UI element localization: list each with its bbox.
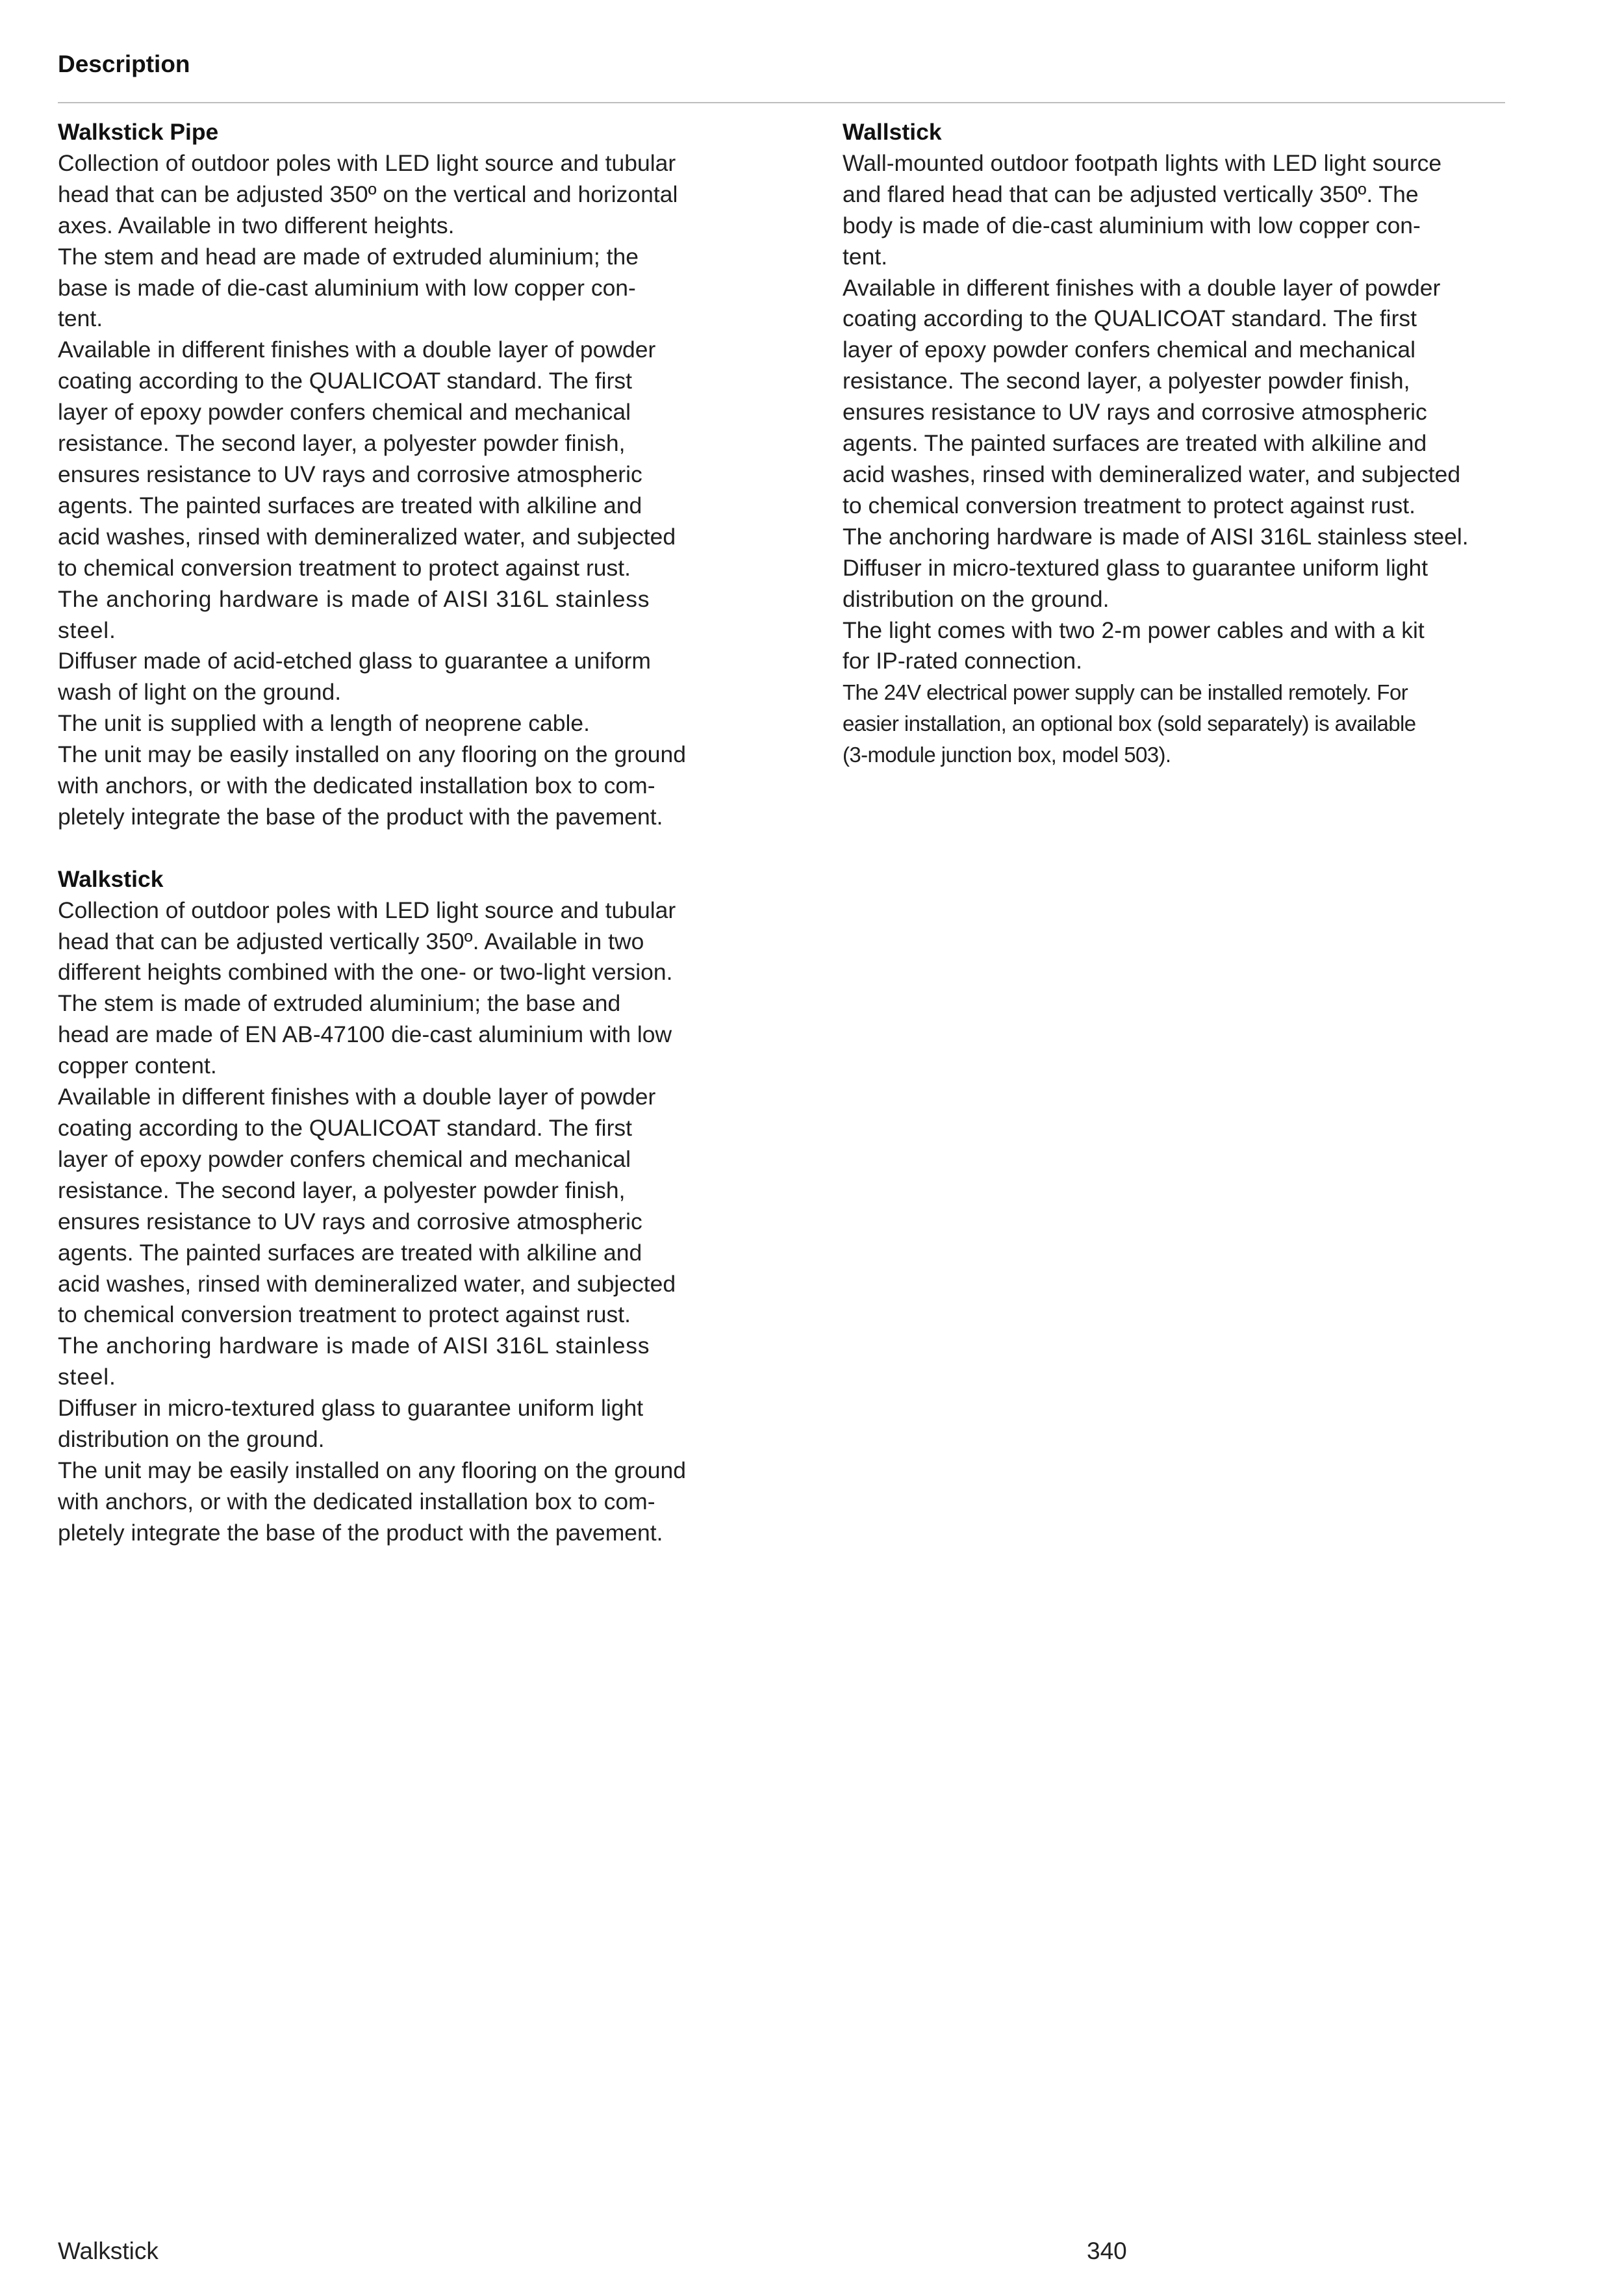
paragraph: The light comes with two 2-m power cables and with a kit for IP-rated connection. <box>843 617 1425 674</box>
paragraph: The anchoring hardware is made of AISI 316L stainless steel. <box>58 585 650 643</box>
footer-page-number: 340 <box>1087 2238 1127 2264</box>
paragraph: Collection of outdoor poles with LED light source and tubular head that can be adjusted vertically 350º. Available in two different heights combined with the one- or two-light version. <box>58 897 676 986</box>
paragraph: Collection of outdoor poles with LED light source and tubular head that can be adjusted 350º on the vertical and horizontal axes. Available in two different heights. <box>58 149 678 238</box>
paragraph: The unit is supplied with a length of neoprene cable. <box>58 710 590 737</box>
paragraph: Wall-mounted outdoor footpath lights with LED light source and flared head that can be adjusted vertically 350º. The body is made of die-cast aluminium with low copper con- tent. <box>843 149 1442 270</box>
paragraph: The anchoring hardware is made of AISI 316L stainless steel. <box>58 1333 650 1390</box>
paragraph: The stem is made of extruded aluminium; the base and head are made of EN AB-47100 die-cast aluminium with low copper content. <box>58 990 672 1079</box>
paragraph: Available in different finishes with a double layer of powder coating according to the QUALICOAT standard. The first layer of epoxy powder confers chemical and mechanical resistance. The second layer, a polyester powder finish, ensures resistance to UV rays and corrosive atmospheric agents. The painted surfaces are treated with alkiline and acid washes, rinsed with demineralized water, and subjected to chemical conversion treatment to protect against rust. <box>843 274 1461 518</box>
paragraph: Available in different finishes with a double layer of powder coating according to the QUALICOAT standard. The first layer of epoxy powder confers chemical and mechanical resistance. The second layer, a polyester powder finish, ensures resistance to UV rays and corrosive atmospheric agents. The painted surfaces are treated with alkiline and acid washes, rinsed with demineralized water, and subjected to chemical conversion treatment to protect against rust. <box>58 337 676 581</box>
left-column <box>58 117 733 1549</box>
paragraph: Diffuser in micro-textured glass to guarantee uniform light distribution on the ground. <box>843 554 1428 612</box>
right-column <box>843 117 1521 771</box>
section-title: Walkstick Pipe <box>58 119 219 145</box>
paragraph: The stem and head are made of extruded aluminium; the base is made of die-cast aluminium with low copper con- tent. <box>58 243 639 332</box>
section-title: Wallstick <box>843 119 942 145</box>
paragraph: Diffuser made of acid-etched glass to guarantee a uniform wash of light on the ground. <box>58 648 651 706</box>
heading-divider <box>58 102 1505 103</box>
paragraph: The unit may be easily installed on any flooring on the ground with anchors, or with the dedicated installation box to com- pletely integrate the base of the product with the pavement. <box>58 1457 686 1546</box>
paragraph: The unit may be easily installed on any flooring on the ground with anchors, or with the dedicated installation box to com- pletely integrate the base of the product with the pavement. <box>58 741 686 830</box>
page-heading: Description <box>58 51 190 77</box>
footer-product-name: Walkstick <box>58 2238 159 2264</box>
section-wallstick <box>843 117 1521 771</box>
section-walkstick-pipe <box>58 117 733 833</box>
paragraph: The anchoring hardware is made of AISI 316L stainless steel. <box>843 523 1469 550</box>
section-title: Walkstick <box>58 865 164 892</box>
paragraph: Available in different finishes with a double layer of powder coating according to the QUALICOAT standard. The first layer of epoxy powder confers chemical and mechanical resistance. The second layer, a polyester powder finish, ensures resistance to UV rays and corrosive atmospheric agents. The painted surfaces are treated with alkiline and acid washes, rinsed with demineralized water, and subjected to chemical conversion treatment to protect against rust. <box>58 1084 676 1328</box>
section-walkstick <box>58 864 733 1549</box>
paragraph: The 24V electrical power supply can be installed remotely. For easier installation, an optional box (sold separately) is available (3-module junction box, model 503). <box>843 680 1416 767</box>
paragraph: Diffuser in micro-textured glass to guarantee uniform light distribution on the ground. <box>58 1395 644 1453</box>
